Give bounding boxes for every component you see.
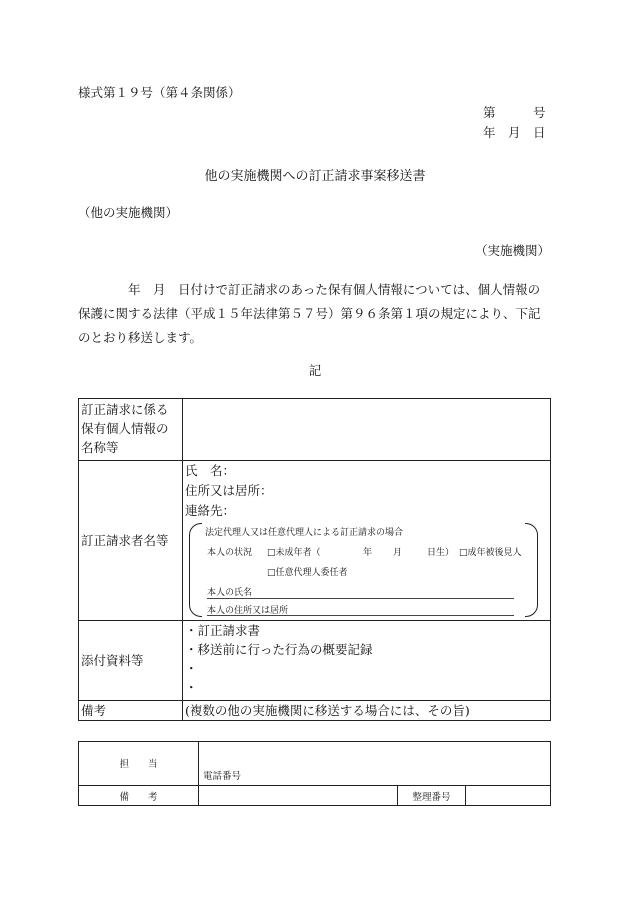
label-tanto: 担 当	[79, 742, 199, 786]
principal-address-label: 本人の住所又は居所	[207, 606, 289, 616]
agent-heading: 法定代理人又は任意代理人による訂正請求の場合	[205, 528, 404, 538]
document-title: 他の実施機関への訂正請求事案移送書	[204, 169, 426, 184]
row-requester	[79, 461, 551, 621]
agent-section	[189, 523, 548, 617]
phone-label: 電話番号	[203, 771, 242, 782]
label-info-name: 訂正請求に係る保有個人情報の名称等	[79, 399, 183, 461]
body-text: 年 月 日付けで訂正請求のあった保有個人情報については、個人情報の保護に関する法律（平成１５年法律第５７号）第９６条第１項の規定により、下記のとおり移送します。	[78, 282, 541, 345]
row-remarks	[79, 701, 551, 721]
value-biko[interactable]	[199, 786, 398, 806]
attachment-item[interactable]: ・	[185, 661, 198, 676]
label-attachments: 添付資料等	[79, 621, 183, 701]
requester-contact[interactable]: 連絡先：	[185, 503, 236, 518]
birth-year: 年	[363, 548, 373, 558]
ki-heading: 記	[308, 363, 322, 378]
sender: （実施機関）	[474, 243, 550, 258]
row-attachments	[79, 621, 551, 701]
form-number: 様式第１９号（第４条関係）	[78, 85, 241, 100]
value-attachments	[183, 621, 551, 701]
birth-month: 月	[393, 548, 403, 558]
label-biko: 備 考	[79, 786, 199, 806]
requester-address[interactable]: 住所又は居所：	[185, 483, 273, 498]
value-seiri[interactable]	[466, 786, 551, 806]
bracket-left	[189, 523, 202, 617]
office-use-table	[78, 741, 551, 806]
principal-address-line[interactable]	[207, 615, 514, 616]
attachment-item[interactable]: ・	[185, 680, 198, 695]
attachment-item: ・訂正請求書	[185, 623, 261, 638]
birth-day: 日生）	[427, 548, 455, 558]
value-remarks[interactable]: (複数の他の実施機関に移送する場合には、その旨)	[183, 701, 551, 721]
label-requester: 訂正請求者名等	[79, 461, 183, 621]
addressee: （他の実施機関）	[78, 205, 179, 220]
value-phone[interactable]	[199, 742, 551, 786]
requester-name[interactable]: 氏 名：	[185, 463, 236, 478]
bracket-right	[525, 523, 538, 617]
row-tanto	[79, 742, 551, 786]
document-date: 年 月 日	[483, 125, 546, 140]
value-requester	[183, 461, 551, 621]
row-biko	[79, 786, 551, 806]
principal-name-line[interactable]	[207, 598, 514, 599]
row-info-name	[79, 399, 551, 461]
principal-name-label: 本人の氏名	[207, 588, 253, 598]
adult-ward-checkbox[interactable]: □成年被後見人	[459, 548, 522, 558]
attachment-item: ・移送前に行った行為の概要記録	[185, 642, 373, 657]
label-seiri: 整理番号	[398, 786, 466, 806]
status-label: 本人の状況	[207, 548, 253, 558]
document-number: 第 号	[483, 105, 546, 120]
value-info-name[interactable]	[183, 399, 551, 461]
label-remarks: 備考	[79, 701, 183, 721]
minor-checkbox[interactable]: □未成年者（	[267, 548, 321, 558]
transfer-table	[78, 398, 551, 721]
voluntary-checkbox[interactable]: □任意代理人委任者	[267, 568, 348, 578]
